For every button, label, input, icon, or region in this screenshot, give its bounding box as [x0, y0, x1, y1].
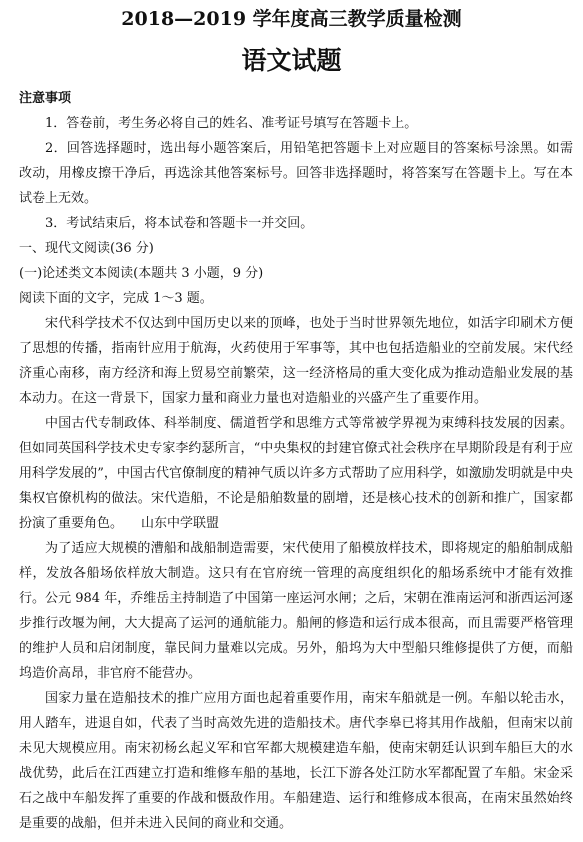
- notice-item: 3．考试结束后，将本试卷和答题卡一并交回。: [45, 216, 314, 231]
- exam-body: [19, 86, 573, 836]
- passage-paragraph-text: 中国古代专制政体、科举制度、儒道哲学和思维方式等常被学界视为束缚科技发展的因素。但如同英国科学技术史专家李约瑟所言，“中央集权的封建官僚式社会秩序在早期阶段是有利于应用科学发展的”，中国古代官僚制度的精神气质以许多方式帮助了应用科学，如激励发明就是中央集权官僚机构的做法。宋代造船，不论是船舶数量的剧增，还是核心技术的创新和推广，国家都扮演了重要角色。: [19, 416, 573, 531]
- passage-paragraph: 为了适应大规模的漕船和战船制造需要，宋代使用了船模放样技术，即将规定的船舶制成船样，发放各船场依样放大制造。这只有在官府统一管理的高度组织化的船场系统中才能有效推行。公元 984 年，乔维岳主持制造了中国第一座运河水闸；之后，宋朝在淮南运河和浙西运河逐步推行改堰为闸，大大提高了运河的通航能力。船闸的修造和运行成本很高，而且需要严格管理的维护人员和启闭制度，靠民间力量难以完成。另外，船坞为大中型船只维修提供了方便，而船坞造价高昂，非官府不能营办。: [19, 541, 573, 681]
- reading-instruction: 阅读下面的文字，完成 1～3 题。: [19, 291, 213, 306]
- section-title: 一、现代文阅读(36 分): [19, 241, 154, 256]
- subject-title: 语文试题: [241, 46, 342, 75]
- passage-paragraph: [19, 411, 573, 536]
- passage-paragraph: 宋代科学技术不仅达到中国历史以来的顶峰，也处于当时世界领先地位，如活字印刷术方便了思想的传播，指南针应用于航海，火药使用于军事等，其中也包括造船业的空前发展。宋代经济重心南移，南方经济和海上贸易空前繁荣，这一经济格局的重大变化成为推动造船业发展的基本动力。在这一背景下，国家力量和商业力量也对造船业的兴盛产生了重要作用。: [19, 316, 573, 406]
- exam-title: 2018—2019 学年度高三教学质量检测: [121, 8, 462, 30]
- notice-item: 1．答卷前，考生务必将自己的姓名、准考证号填写在答题卡上。: [45, 116, 418, 131]
- notice-heading: 注意事项: [19, 91, 72, 106]
- watermark-tag: 山东中学联盟: [141, 516, 220, 531]
- subsection-title: (一)论述类文本阅读(本题共 3 小题，9 分): [19, 266, 264, 281]
- notice-item: 2．回答选择题时，选出每小题答案后，用铅笔把答题卡上对应题目的答案标号涂黑。如需改动，用橡皮擦干净后，再选涂其他答案标号。回答非选择题时，将答案写在答题卡上。写在本试卷上无效。: [19, 141, 573, 206]
- passage-paragraph: 国家力量在造船技术的推广应用方面也起着重要作用，南宋车船就是一例。车船以轮击水，用人踏车，进退自如，代表了当时高效先进的造船技术。唐代李皋已将其用作战船，但南宋以前未见大规模应用。南宋初杨幺起义军和官军都大规模建造车船，使南宋朝廷认识到车船巨大的水战优势，此后在江西建立打造和维修车船的基地，长江下游各处江防水军都配置了车船。宋金采石之战中车船发挥了重要的作战和慑敌作用。车船建造、运行和维修成本很高，在南宋虽然始终是重要的战船，但并未进入民间的商业和交通。: [19, 691, 573, 831]
